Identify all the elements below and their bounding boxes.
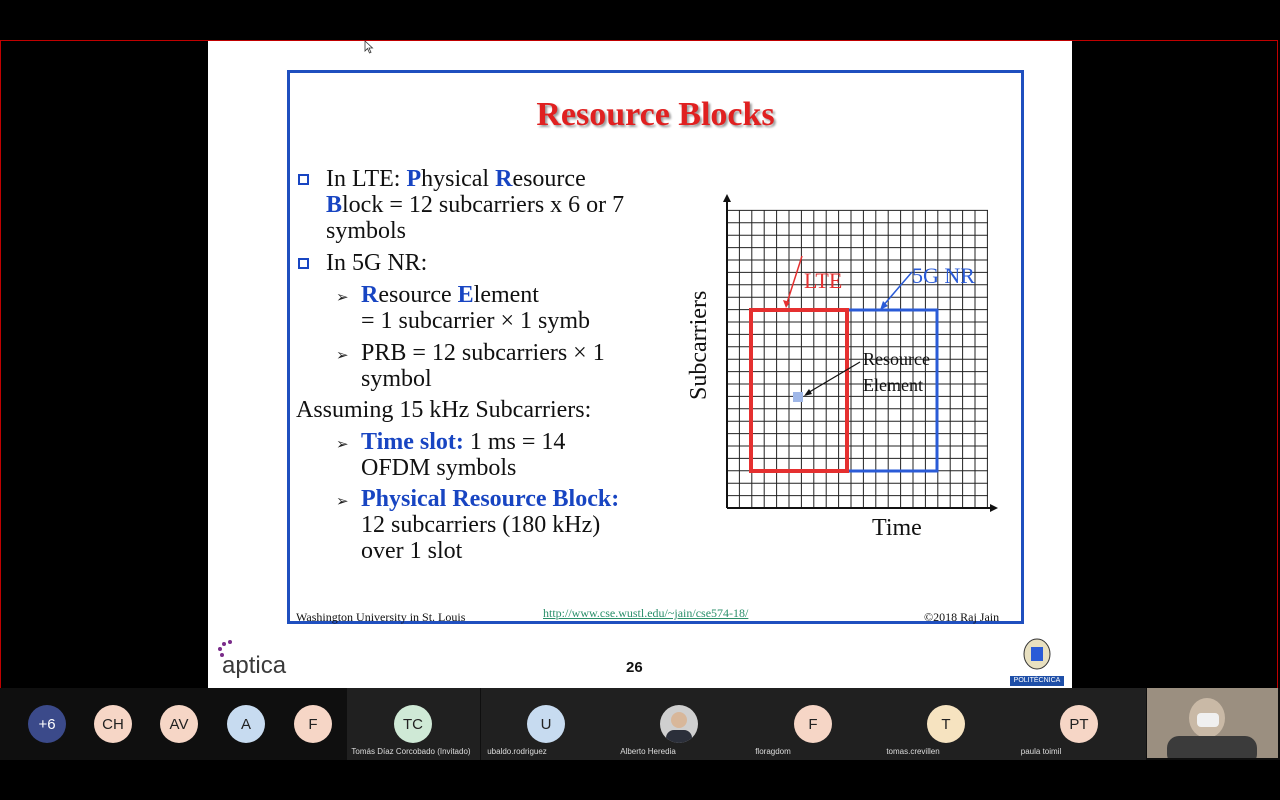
- text-hysical: hysical: [421, 166, 496, 192]
- x-axis-arrowhead: [990, 504, 998, 512]
- participant-photo-avatar[interactable]: [660, 705, 698, 743]
- subbullet-physical-resource-block: [361, 486, 619, 564]
- page-number: 26: [626, 659, 643, 676]
- participant-avatar[interactable]: [1060, 705, 1098, 743]
- participant-avatar[interactable]: [794, 705, 832, 743]
- resource-element-cell: [793, 392, 803, 402]
- y-axis-label: Subcarriers: [686, 290, 712, 400]
- participant-name: paula toimil: [1020, 747, 1062, 756]
- text-p-letter: P: [406, 166, 422, 192]
- participant-overflow-count[interactable]: [28, 705, 66, 743]
- arrow-bullet-icon: ➢: [336, 289, 349, 306]
- participant-name: ubaldo.rodriguez: [487, 747, 547, 756]
- x-axis-label: Time: [872, 515, 922, 540]
- text-b-letter: B: [326, 192, 343, 218]
- lte-label: LTE: [804, 268, 843, 293]
- lte-pointer-line: [786, 256, 802, 306]
- avatar-initials: U: [540, 715, 552, 733]
- self-video-preview[interactable]: [1147, 688, 1278, 758]
- re-label-line1: Resource: [863, 349, 930, 369]
- participant-name: floragdom: [755, 747, 791, 756]
- grid-lines: [727, 210, 988, 508]
- upm-logo-text: POLITÉCNICA: [1010, 676, 1064, 686]
- text-symbol: symbol: [361, 366, 432, 392]
- bullet-5g-nr: In 5G NR:: [326, 250, 428, 276]
- avatar-initials: F: [808, 715, 818, 733]
- arrow-bullet-icon: ➢: [336, 493, 349, 510]
- participant-name: Tomás Díaz Corcobado (Invitado): [351, 747, 471, 756]
- footer-url-text[interactable]: http://www.cse.wustl.edu/~jain/cse574-18/: [543, 606, 749, 620]
- avatar-initials: F: [308, 715, 318, 733]
- participant-name: tomas.crevillen: [886, 747, 940, 756]
- text-lement: lement: [473, 282, 539, 308]
- arrow-bullet-icon: ➢: [336, 347, 349, 364]
- text-symbols: symbols: [326, 218, 407, 244]
- participant-avatar[interactable]: [294, 705, 332, 743]
- mouse-cursor-icon: [364, 40, 374, 54]
- text-in-lte: In LTE:: [326, 166, 407, 192]
- participant-avatar[interactable]: [394, 705, 432, 743]
- avatar-initials: +6: [38, 715, 56, 733]
- nr-pointer-line: [882, 272, 912, 307]
- text-prb-definition: PRB = 12 subcarriers × 1: [361, 340, 605, 366]
- text-r-letter: R: [361, 282, 379, 308]
- aptica-logo: aptica: [222, 652, 287, 679]
- text-ofdm-symbols: OFDM symbols: [361, 455, 517, 481]
- y-axis-arrowhead: [723, 194, 731, 202]
- avatar-initials: PT: [1069, 715, 1089, 733]
- text-r-letter: R: [495, 166, 513, 192]
- bullet-lte-prb: [326, 166, 624, 244]
- text-prb-subcarriers: 12 subcarriers (180 kHz): [361, 512, 601, 538]
- text-over-slot: over 1 slot: [361, 538, 463, 564]
- person-photo-icon: [660, 705, 698, 743]
- participant-avatar[interactable]: [94, 705, 132, 743]
- upm-crest-icon: [1010, 638, 1064, 670]
- text-assuming: Assuming 15 kHz Subcarriers:: [296, 397, 592, 423]
- text-e-letter: E: [457, 282, 474, 308]
- participant-name: Alberto Heredia: [620, 747, 676, 756]
- text-re-definition: = 1 subcarrier × 1 symb: [361, 308, 591, 334]
- re-label-line2: Element: [863, 375, 923, 395]
- participant-avatar[interactable]: [160, 705, 198, 743]
- arrow-bullet-icon: ➢: [336, 436, 349, 453]
- video-person-icon: [1147, 688, 1278, 758]
- participant-avatar[interactable]: [527, 705, 565, 743]
- avatar-initials: TC: [403, 715, 423, 733]
- footer-university: Washington University in St. Louis: [296, 610, 466, 624]
- nr-label: 5G NR: [912, 263, 975, 288]
- subbullet-prb: [361, 340, 605, 392]
- participant-avatar[interactable]: [927, 705, 965, 743]
- text-time-slot-value: 1 ms = 14: [463, 429, 566, 455]
- slide-title: Resource Blocks: [536, 96, 775, 133]
- footer-copyright: ©2018 Raj Jain: [924, 610, 1000, 624]
- subbullet-time-slot: [361, 429, 565, 481]
- upm-logo: [1010, 638, 1064, 682]
- avatar-initials: T: [941, 715, 951, 733]
- resource-grid-diagram: [680, 190, 1010, 540]
- text-lock-definition: lock = 12 subcarriers x 6 or 7: [342, 192, 625, 218]
- text-esource: esource: [512, 166, 586, 192]
- avatar-initials: AV: [169, 715, 189, 733]
- participant-avatar[interactable]: [227, 705, 265, 743]
- re-pointer-arrowhead: [804, 389, 812, 396]
- footer-url-link[interactable]: [543, 606, 748, 621]
- bullet-square-icon: [298, 174, 309, 185]
- subbullet-resource-element: [361, 282, 590, 334]
- text-prb-label: Physical Resource Block:: [361, 486, 620, 512]
- avatar-initials: CH: [102, 715, 124, 733]
- text-esource: esource: [378, 282, 458, 308]
- text-time-slot-label: Time slot:: [361, 429, 464, 455]
- avatar-initials: A: [240, 715, 251, 733]
- bullet-square-icon: [298, 258, 309, 269]
